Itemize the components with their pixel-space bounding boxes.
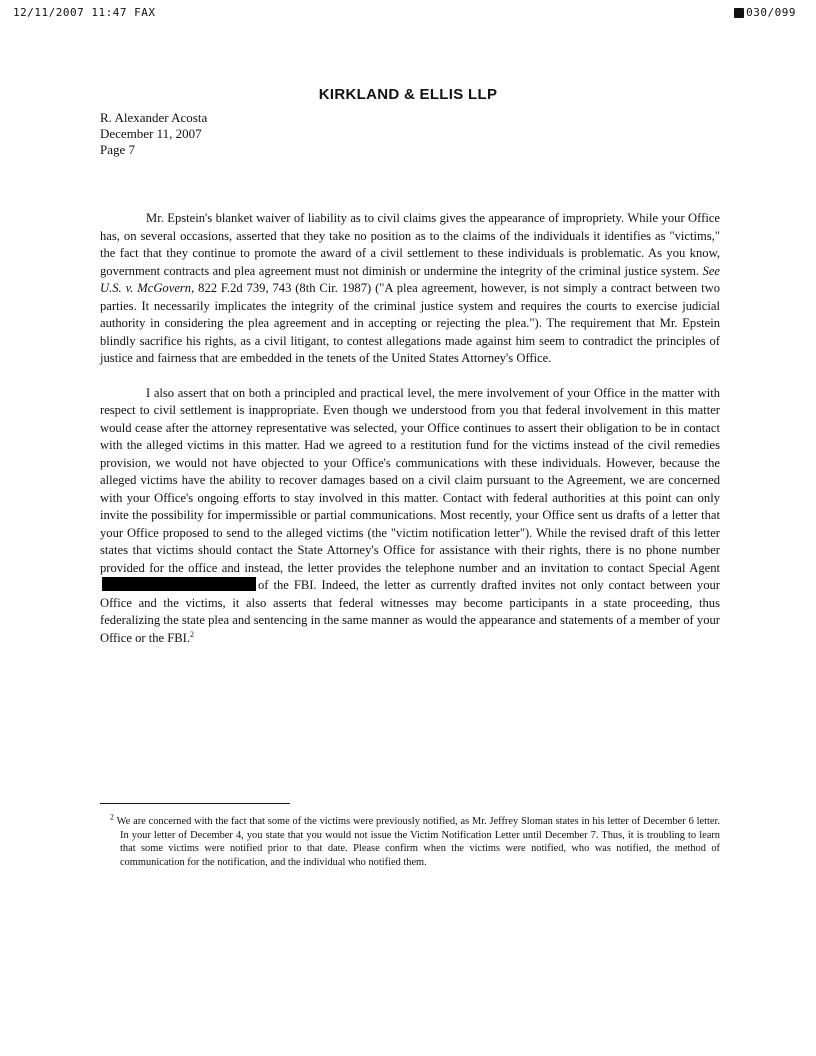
- letter-body: [100, 210, 720, 664]
- fax-page-icon: [734, 8, 744, 18]
- footnote: [100, 812, 720, 869]
- fax-header: [13, 6, 796, 24]
- case-citation: See U.S. v. McGovern,: [100, 263, 720, 295]
- fax-page-number: 030/099: [746, 6, 796, 19]
- fax-page-counter: [734, 6, 796, 19]
- footnote-text: $^2$ We are concerned with the fact that some of the victims were previously notified, as Mr. Jeffrey Sloman states in his letter of December 6 letter. In your letter of December 4, you state that you would not issue the Victim Notification Letter until December 7. Thus, it is troubling to learn that some victims were notified prior to that date. Please confirm when the victims were notified, who was notified, the method of communication for the notification, and the individual who notified them.: [110, 812, 720, 868]
- letter-meta: [100, 110, 207, 158]
- redaction-block: [102, 577, 256, 591]
- page-number: Page 7: [100, 142, 136, 157]
- letterhead-firm-name: KIRKLAND & ELLIS LLP: [318, 86, 498, 103]
- fax-timestamp: 12/11/2007 11:47 FAX: [13, 6, 156, 19]
- footnote-mark: 2: [110, 812, 114, 822]
- recipient-name: R. Alexander Acosta: [100, 110, 208, 125]
- footnote-reference: 2: [190, 629, 195, 639]
- letter-date: December 11, 2007: [100, 126, 202, 141]
- footnote-divider: [100, 803, 290, 804]
- paragraph-2: I also assert that on both a principled and practical level, the mere involvement of your Office in the matter with respect to civil settlement is inappropriate. Even though we understood from you that federal involvement in this matter would cease after the attorney representative was selected, your Office continues to assert their obligation to be in contact with the alleged victims in this matter. Had we agreed to a restitution fund for the victims instead of the civil remedies provision, we would not have objected to your Office's communications with these individuals. However, because the alleged victims have the ability to recover damages based on a civil claim pursuant to the Agreement, we are concerned with your Office's ongoing efforts to stay involved in this matter. Contact with federal authorities at this point can only invite the possibility for impermissible or partial communications. Most recently, your Office sent us drafts of a letter that your Office proposed to send to the alleged victims (the "victim notification letter"). While the revised draft of this letter states that victims should contact the State Attorney's Office for assistance with their rights, there is no phone number provided for the office and instead, the letter provides the telephone number and an invitation to contact Special Agentof the FBI. Indeed, the letter as currently drafted invites not only contact between your Office and the victims, it also asserts that federal witnesses may become participants in a state proceeding, thus federalizing the state plea and sentencing in the same manner as would the appearance and statements of a member of your Office or the FBI.$^2$: [100, 385, 720, 645]
- paragraph-1: Mr. Epstein's blanket waiver of liability as to civil claims gives the appearance of impropriety. While your Office has, on several occasions, asserted that they take no position as to the claims of the individuals it identifies as "victims," the fact that they continue to promote the award of a civil settlement to these individuals is problematic. As you know, government contracts and plea agreement must not diminish or undermine the integrity of the criminal justice system. See U.S. v. McGovern, 822 F.2d 739, 743 (8th Cir. 1987) ("A plea agreement, however, is not simply a contract between two parties. It necessarily implicates the integrity of the criminal justice system and requires the courts to exercise judicial authority in considering the plea agreement and in accepting or rejecting the plea."). The requirement that Mr. Epstein blindly sacrifice his rights, as a civil litigant, to contest allegations made against him seem to contradict the principles of justice and fairness that are embedded in the tenets of the United States Attorney's Office.: [100, 211, 720, 365]
